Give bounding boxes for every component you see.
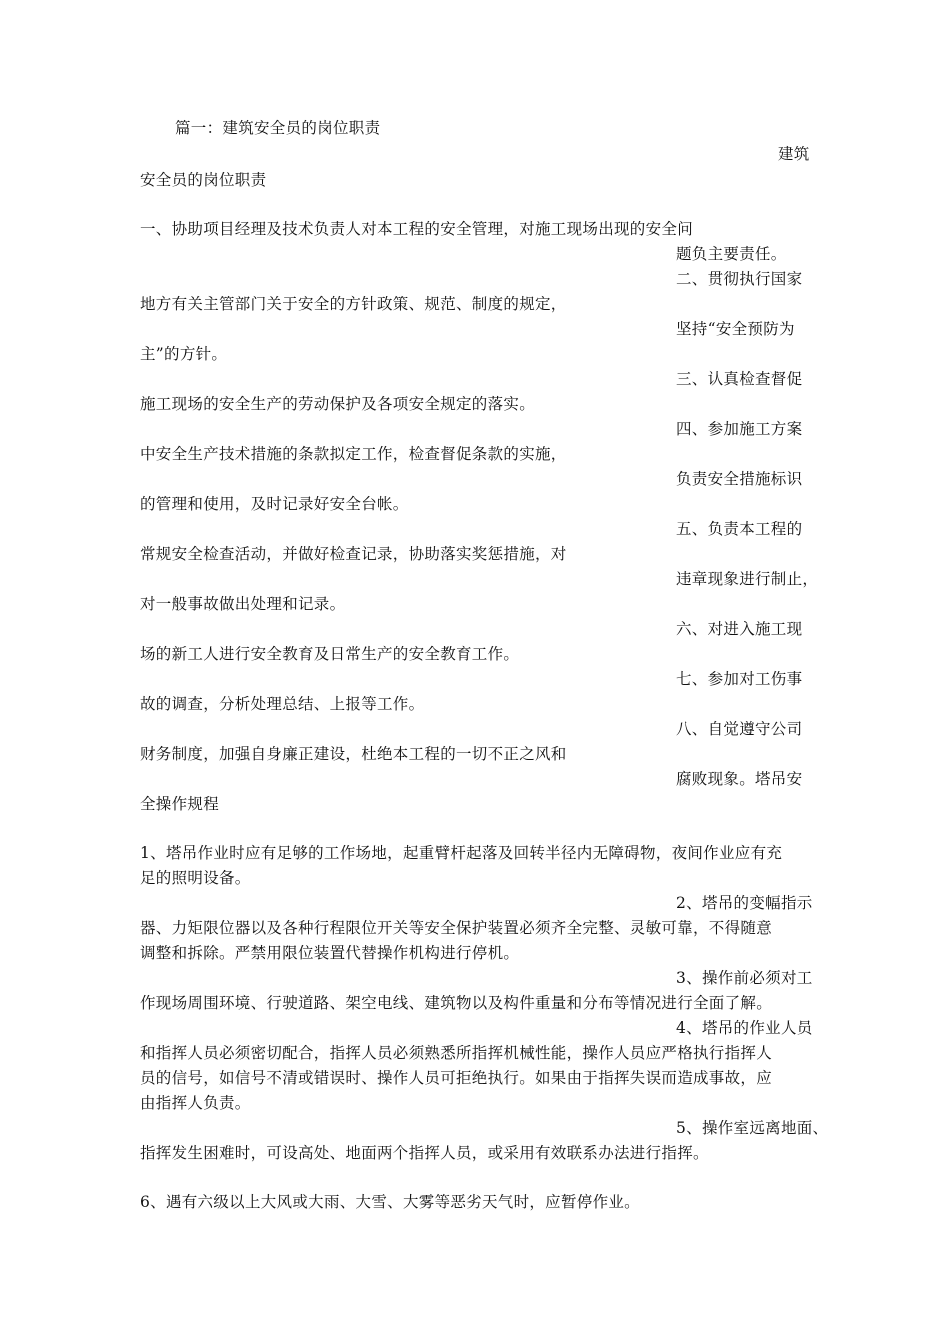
text-line: 故的调查，分析处理总结、上报等工作。: [140, 695, 425, 713]
text-line: 足的照明设备。: [140, 869, 251, 887]
text-line: 器、力矩限位器以及各种行程限位开关等安全保护装置必须齐全完整、灵敏可靠，不得随意: [140, 919, 773, 937]
text-line: 施工现场的安全生产的劳动保护及各项安全规定的落实。: [140, 395, 536, 413]
text-line: 中安全生产技术措施的条款拟定工作，检查督促条款的实施，: [140, 445, 567, 463]
text-line: 题负主要责任。: [676, 245, 787, 263]
text-line: 员的信号，如信号不清或错误时、操作人员可拒绝执行。如果由于指挥失误而造成事故，应: [140, 1069, 773, 1087]
text-line: 七、参加对工伤事: [676, 670, 803, 688]
text-line: 地方有关主管部门关于安全的方针政策、规范、制度的规定，: [140, 295, 567, 313]
text-line: 违章现象进行制止，: [676, 570, 819, 588]
text-line: 八、自觉遵守公司: [676, 720, 803, 738]
text-line: 4、塔吊的作业人员: [676, 1019, 813, 1037]
text-line: 由指挥人负责。: [140, 1094, 251, 1112]
text-line: 四、参加施工方案: [676, 420, 803, 438]
text-line: 主”的方针。: [140, 345, 228, 363]
text-line: 一、协助项目经理及技术负责人对本工程的安全管理，对施工现场出现的安全问: [140, 220, 694, 238]
text-line: 指挥发生困难时，可设高处、地面两个指挥人员，或采用有效联系办法进行指挥。: [140, 1144, 709, 1162]
text-line: 调整和拆除。严禁用限位装置代替操作机构进行停机。: [140, 944, 520, 962]
text-line: 2、塔吊的变幅指示: [676, 894, 813, 912]
text-line: 和指挥人员必须密切配合，指挥人员必须熟悉所指挥机械性能，操作人员应严格执行指挥人: [140, 1044, 773, 1062]
text-line: 五、负责本工程的: [676, 520, 803, 538]
text-line: 1、塔吊作业时应有足够的工作场地，起重臂杆起落及回转半径内无障碍物，夜间作业应有充: [140, 844, 783, 862]
text-line: 负责安全措施标识: [676, 470, 803, 488]
text-line: 腐败现象。塔吊安: [676, 770, 803, 788]
text-line: 二、贯彻执行国家: [676, 270, 803, 288]
text-line: 建筑: [778, 145, 810, 163]
text-line: 作现场周围环境、行驶道路、架空电线、建筑物以及构件重量和分布等情况进行全面了解。: [140, 994, 773, 1012]
text-line: 财务制度，加强自身廉正建设，杜绝本工程的一切不正之风和: [140, 745, 567, 763]
text-line: 坚持“安全预防为: [676, 320, 795, 338]
text-line: 六、对进入施工现: [676, 620, 803, 638]
text-line: 5、操作室远离地面、: [676, 1119, 829, 1137]
text-line: 全操作规程: [140, 795, 220, 813]
doc-title: 篇一：建筑安全员的岗位职责: [175, 119, 381, 137]
text-line: 6、遇有六级以上大风或大雨、大雪、大雾等恶劣天气时，应暂停作业。: [140, 1193, 640, 1211]
text-line: 三、认真检查督促: [676, 370, 803, 388]
text-line: 常规安全检查活动，并做好检查记录，协助落实奖惩措施，对: [140, 545, 567, 563]
text-line: 的管理和使用，及时记录好安全台帐。: [140, 495, 409, 513]
text-line: 对一般事故做出处理和记录。: [140, 595, 346, 613]
text-line: 场的新工人进行安全教育及日常生产的安全教育工作。: [140, 645, 520, 663]
text-line: 3、操作前必须对工: [676, 969, 813, 987]
text-line: 安全员的岗位职责: [140, 171, 267, 189]
